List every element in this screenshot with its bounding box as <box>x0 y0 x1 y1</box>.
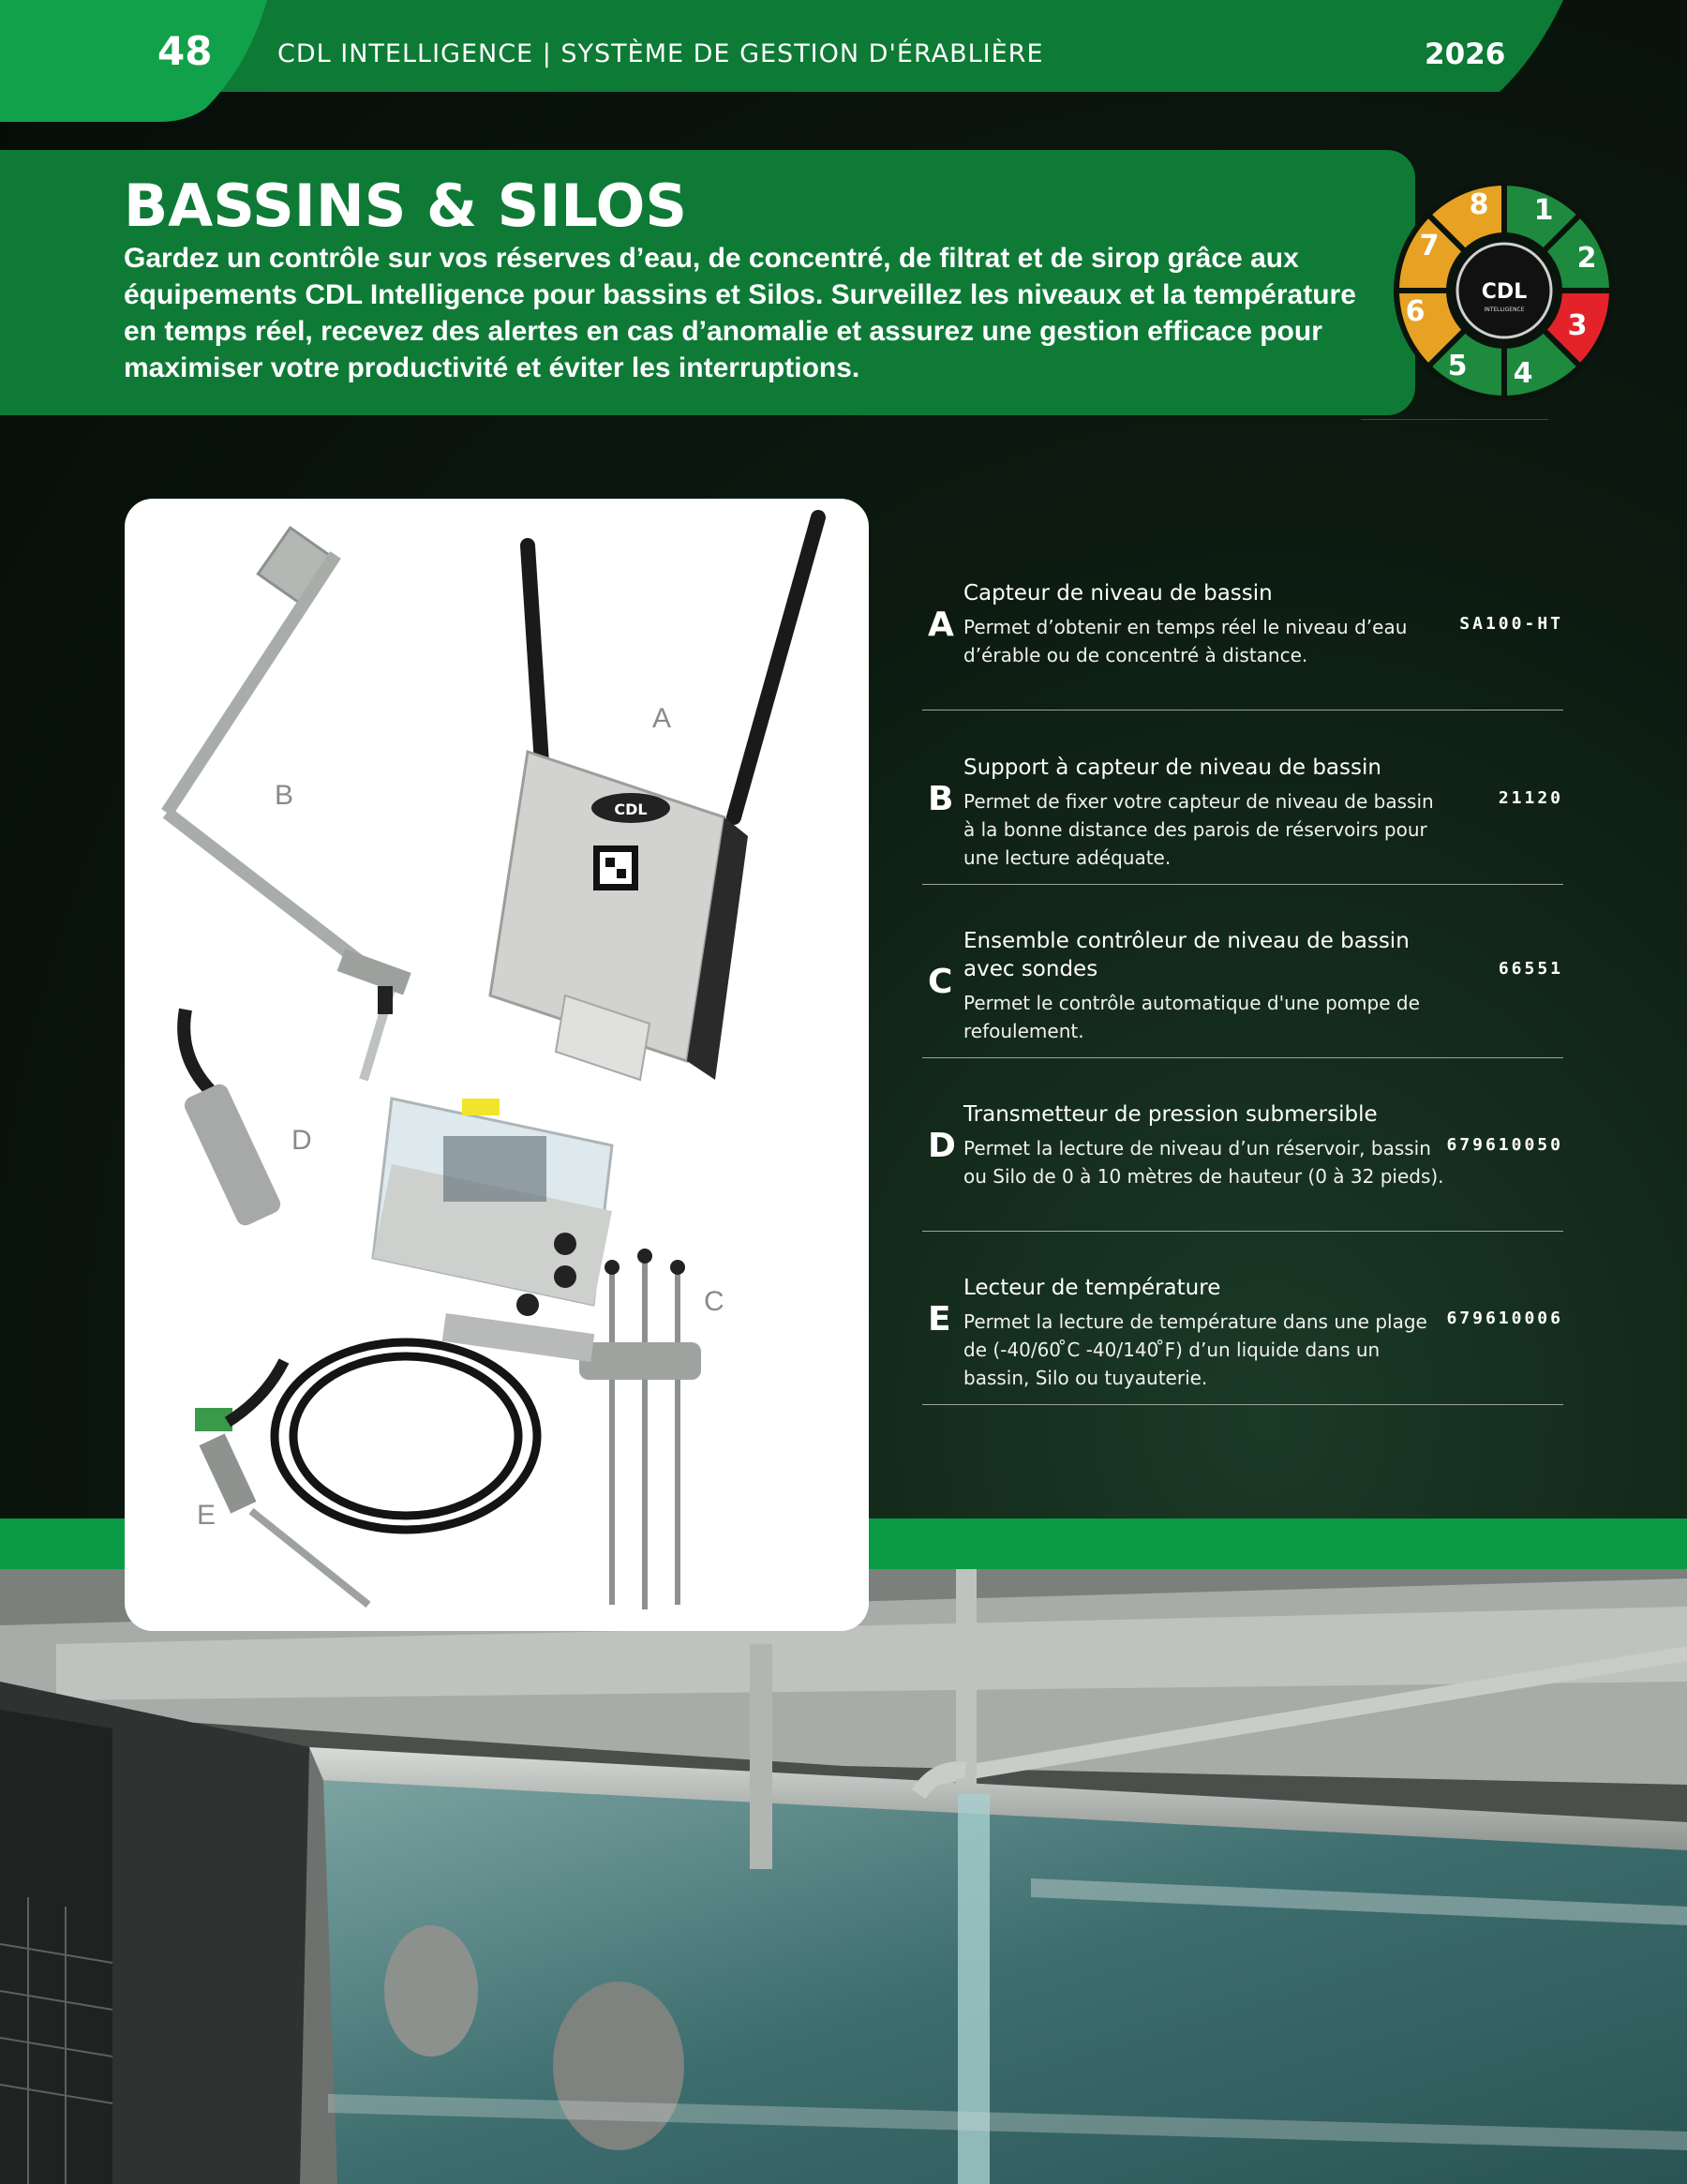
divider <box>1361 419 1548 420</box>
product-description: Permet la lecture de température dans une plage de (-40/60 ̊C -40/140 ̊F) d’un liquide dans un bassin, Silo ou tuyauterie. <box>963 1310 1427 1389</box>
device-brand: CDL <box>614 800 648 818</box>
product-letter: C <box>928 963 953 1001</box>
process-wheel <box>1382 178 1626 403</box>
wheel-seg-4: 4 <box>1513 357 1533 390</box>
sensor-device-a <box>490 517 818 1080</box>
product-code: 679610006 <box>1446 1309 1563 1328</box>
header-year: 2026 <box>1425 37 1506 71</box>
product-name: Ensemble contrôleur de niveau de bassin avec sondes <box>963 929 1410 981</box>
product-code: 21120 <box>1498 788 1563 808</box>
wheel-seg-6: 6 <box>1405 295 1426 328</box>
product-divider <box>922 1057 1563 1058</box>
page-title: BASSINS & SILOS <box>124 172 687 240</box>
wheel-seg-7: 7 <box>1419 230 1440 262</box>
product-name: Capteur de niveau de bassin <box>963 581 1273 606</box>
wheel-logo: CDL <box>1481 280 1528 304</box>
banner-description: Gardez un contrôle sur vos réserves d’eau, de concentré, de filtrat et de sirop grâce aux équipements CDL Intelligence pour bassins et Silos. Surveillez les niveaux et la température en temps réel, recevez des alertes en cas d’anomalie et assurez une gestion efficace pour maximiser votre productivité et éviter les interruptions. <box>124 243 1356 383</box>
product-illustration <box>125 499 869 1631</box>
wheel-seg-1: 1 <box>1533 194 1554 227</box>
product-name: Lecteur de température <box>963 1276 1221 1300</box>
image-label-c: C <box>704 1286 724 1317</box>
product-letter: D <box>928 1127 956 1165</box>
product-image-card <box>125 499 869 1631</box>
wheel-seg-3: 3 <box>1567 309 1588 342</box>
product-letter: A <box>928 606 954 644</box>
tanks-photo <box>0 1569 1687 2184</box>
product-letter: E <box>928 1300 951 1339</box>
product-description: Permet de fixer votre capteur de niveau de bassin à la bonne distance des parois de réservoirs pour une lecture adéquate. <box>963 790 1434 869</box>
product-letter: B <box>928 780 954 818</box>
header-title: CDL INTELLIGENCE | SYSTÈME DE GESTION D'ÉRABLIÈRE <box>277 39 1044 68</box>
product-description: Permet le contrôle automatique d'une pompe de refoulement. <box>963 992 1420 1042</box>
product-divider <box>922 884 1563 885</box>
product-description: Permet d’obtenir en temps réel le niveau d’eau d’érable ou de concentré à distance. <box>963 616 1408 666</box>
page-number: 48 <box>157 28 213 74</box>
wheel-logo-sub: INTELLIGENCE <box>1484 307 1525 313</box>
product-divider <box>922 1231 1563 1232</box>
product-code: 679610050 <box>1446 1135 1563 1155</box>
product-divider <box>922 1404 1563 1405</box>
product-name: Support à capteur de niveau de bassin <box>963 755 1381 780</box>
wheel-seg-2: 2 <box>1576 242 1597 275</box>
wheel-seg-5: 5 <box>1447 350 1468 382</box>
image-label-d: D <box>291 1125 312 1156</box>
image-label-b: B <box>275 780 294 811</box>
product-description: Permet la lecture de niveau d’un réservoir, bassin ou Silo de 0 à 10 mètres de hauteur (0 à 32 pieds). <box>963 1137 1444 1188</box>
wheel-seg-8: 8 <box>1469 188 1489 221</box>
image-label-e: E <box>197 1500 216 1531</box>
temperature-reader-e <box>195 1342 537 1605</box>
image-label-a: A <box>652 703 672 734</box>
product-name: Transmetteur de pression submersible <box>963 1102 1378 1127</box>
pressure-transmitter-d <box>182 1010 284 1229</box>
product-divider <box>922 710 1563 711</box>
product-code: SA100-HT <box>1459 614 1563 634</box>
product-code: 66551 <box>1498 959 1563 979</box>
